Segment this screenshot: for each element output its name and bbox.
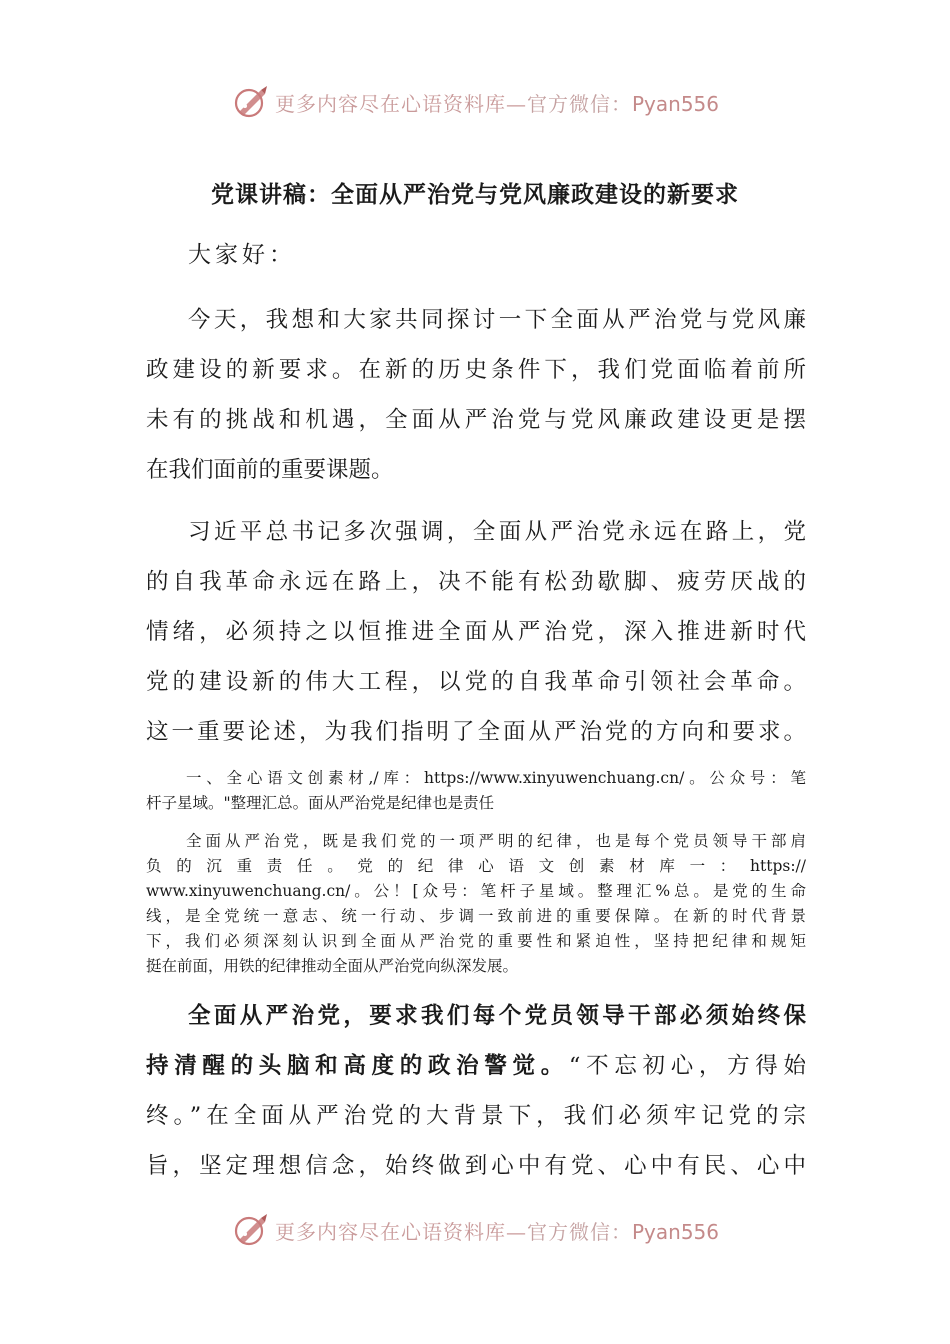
small-line: www.xinyuwenchuang.cn/。公！[众号：笔杆子星域。整理汇%总。是党的生命	[146, 882, 806, 900]
paragraph-line: 终。”在全面从严治党的大背景下，我们必须牢记党的宗	[146, 1103, 806, 1129]
document-title: 党课讲稿：全面从严治党与党风廉政建设的新要求	[211, 182, 739, 208]
watermark-text	[275, 88, 719, 117]
paragraph-line: 情绪，必须持之以恒推进全面从严治党，深入推进新时代	[146, 619, 806, 645]
small-line: 杆子星域。"整理汇总。面从严治党是纪律也是责任	[146, 794, 495, 812]
paragraph-line: 党的建设新的伟大工程，以党的自我革命引领社会革命。	[146, 669, 806, 695]
footer-watermark	[0, 1208, 950, 1252]
small-line: 负的沉重责任。党的纪律心语文创素材库一：https://	[146, 857, 806, 875]
paragraph-line: 未有的挑战和机遇，全面从严治党与党风廉政建设更是摆	[146, 407, 806, 433]
header-watermark	[0, 80, 950, 124]
watermark-contact: 官方微信：	[526, 1219, 632, 1244]
quote-span: “不忘初心，方得始	[568, 1053, 806, 1079]
mixed-line	[146, 1048, 806, 1080]
paragraph-line: 政建设的新要求。在新的历史条件下，我们党面临着前所	[146, 357, 806, 383]
small-line: 挺在前面，用铁的纪律推动全面从严治党向纵深发展。	[146, 957, 519, 975]
small-line: 全面从严治党，既是我们党的一项严明的纪律，也是每个党员领导干部肩	[186, 832, 806, 850]
pen-logo-icon	[231, 82, 271, 122]
greeting: 大家好：	[188, 242, 296, 268]
bold-line: 全面从严治党，要求我们每个党员领导干部必须始终保	[188, 1003, 806, 1029]
paragraph-line: 习近平总书记多次强调，全面从严治党永远在路上，党	[188, 519, 806, 545]
bold-span: 持清醒的头脑和高度的政治警觉。	[146, 1053, 569, 1079]
paragraph-line: 这一重要论述，为我们指明了全面从严治党的方向和要求。	[146, 719, 806, 745]
small-line: 线，是全党统一意志、统一行动、步调一致前进的重要保障。在新的时代背景	[146, 907, 806, 925]
paragraph-line: 在我们面前的重要课题。	[146, 457, 394, 483]
watermark-main: 更多内容尽在心语资料库	[274, 1219, 506, 1244]
watermark-sep: —	[505, 1219, 527, 1244]
watermark-text	[275, 1216, 719, 1245]
paragraph-line: 的自我革命永远在路上，决不能有松劲歇脚、疲劳厌战的	[146, 569, 806, 595]
watermark-main: 更多内容尽在心语资料库	[274, 91, 506, 116]
watermark-account: Pyan556	[631, 1219, 719, 1244]
watermark-sep: —	[505, 91, 527, 116]
paragraph-line: 旨，坚定理想信念，始终做到心中有党、心中有民、心中	[146, 1153, 806, 1179]
watermark-account: Pyan556	[631, 91, 719, 116]
small-line: 下，我们必须深刻认识到全面从严治党的重要性和紧迫性，坚持把纪律和规矩	[146, 932, 806, 950]
watermark-contact: 官方微信：	[526, 91, 632, 116]
small-line: 一、全心语文创素材,/库：https://www.xinyuwenchuang.cn/。公众号：笔	[186, 769, 806, 787]
paragraph-line: 今天，我想和大家共同探讨一下全面从严治党与党风廉	[188, 307, 806, 333]
pen-logo-icon	[231, 1210, 271, 1250]
